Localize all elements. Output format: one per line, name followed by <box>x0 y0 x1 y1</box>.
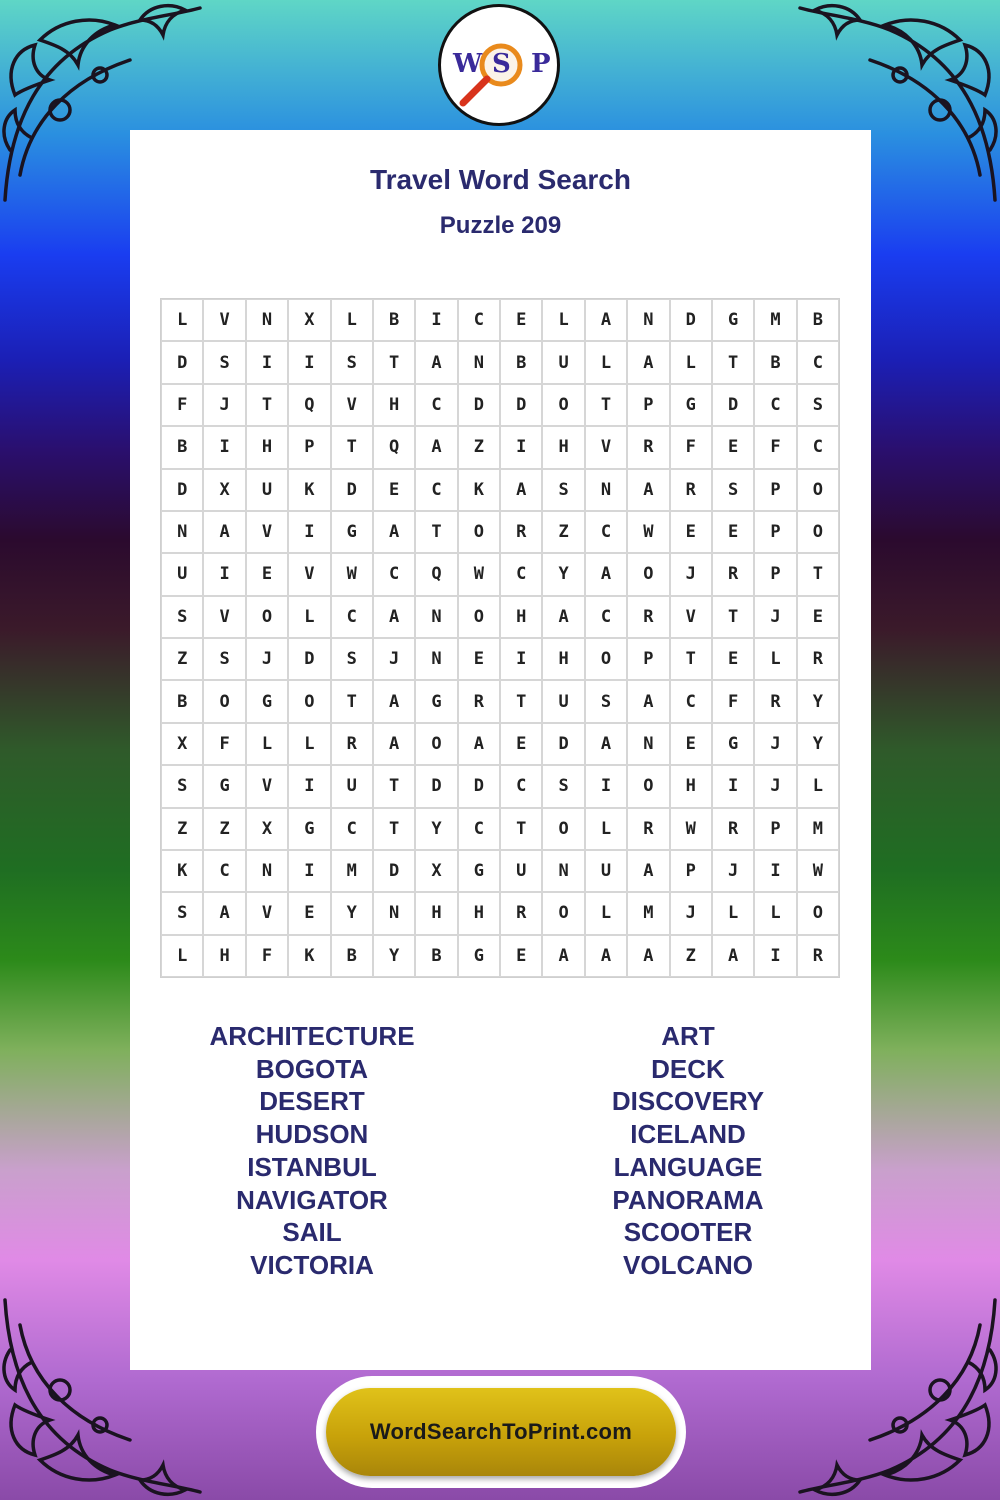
word-item: ICELAND <box>630 1119 746 1150</box>
grid-cell[interactable]: H <box>373 384 415 426</box>
grid-cell[interactable]: O <box>458 596 500 638</box>
grid-cell[interactable]: B <box>161 426 203 468</box>
grid-cell[interactable]: E <box>373 469 415 511</box>
grid-cell[interactable]: A <box>373 723 415 765</box>
word-item: PANORAMA <box>612 1184 764 1215</box>
grid-cell[interactable]: A <box>627 850 669 892</box>
grid-cell[interactable]: O <box>797 511 839 553</box>
grid-cell[interactable]: U <box>246 469 288 511</box>
grid-cell[interactable]: X <box>246 808 288 850</box>
grid-cell[interactable]: R <box>500 892 542 934</box>
grid-cell[interactable]: I <box>288 850 330 892</box>
grid-cell[interactable]: A <box>585 299 627 341</box>
grid-cell[interactable]: T <box>712 341 754 383</box>
word-item: ART <box>661 1021 715 1051</box>
grid-cell[interactable]: O <box>542 808 584 850</box>
grid-cell[interactable]: T <box>373 765 415 807</box>
grid-cell[interactable]: Y <box>415 808 457 850</box>
grid-cell[interactable]: D <box>161 341 203 383</box>
word-item: NAVIGATOR <box>236 1184 388 1215</box>
grid-cell[interactable]: A <box>458 723 500 765</box>
grid-cell[interactable]: H <box>458 892 500 934</box>
grid-cell[interactable]: A <box>203 511 245 553</box>
grid-cell[interactable]: A <box>500 469 542 511</box>
grid-cell[interactable]: T <box>500 808 542 850</box>
grid-cell[interactable]: C <box>373 553 415 595</box>
grid-cell[interactable]: F <box>161 384 203 426</box>
grid-cell[interactable]: C <box>670 680 712 722</box>
grid-cell[interactable]: L <box>585 341 627 383</box>
grid-cell[interactable]: O <box>415 723 457 765</box>
grid-cell[interactable]: K <box>288 469 330 511</box>
grid-cell[interactable]: B <box>331 935 373 977</box>
grid-cell[interactable]: S <box>203 638 245 680</box>
grid-cell[interactable]: S <box>203 341 245 383</box>
grid-cell[interactable]: U <box>542 341 584 383</box>
grid-cell[interactable]: W <box>797 850 839 892</box>
grid-cell[interactable]: Z <box>161 808 203 850</box>
grid-cell[interactable]: P <box>288 426 330 468</box>
word-item: VICTORIA <box>250 1249 374 1280</box>
grid-cell[interactable]: T <box>797 553 839 595</box>
grid-cell[interactable]: S <box>161 596 203 638</box>
grid-cell[interactable]: C <box>754 384 796 426</box>
grid-cell[interactable]: N <box>415 638 457 680</box>
grid-cell[interactable]: I <box>288 765 330 807</box>
grid-cell[interactable]: S <box>542 469 584 511</box>
grid-cell[interactable]: M <box>627 892 669 934</box>
grid-cell[interactable]: J <box>246 638 288 680</box>
grid-cell[interactable]: R <box>458 680 500 722</box>
grid-cell[interactable]: E <box>670 511 712 553</box>
puzzle-card <box>130 130 871 1370</box>
grid-cell[interactable]: T <box>585 384 627 426</box>
grid-cell[interactable]: C <box>585 511 627 553</box>
grid-cell[interactable]: I <box>754 935 796 977</box>
grid-cell[interactable]: L <box>331 299 373 341</box>
logo-letter-s: S <box>492 49 511 79</box>
word-item: VOLCANO <box>623 1249 753 1280</box>
grid-cell[interactable]: T <box>500 680 542 722</box>
grid-cell[interactable]: D <box>373 850 415 892</box>
grid-cell[interactable]: J <box>373 638 415 680</box>
grid-cell[interactable]: W <box>627 511 669 553</box>
grid-cell[interactable]: D <box>161 469 203 511</box>
grid-cell[interactable]: H <box>500 596 542 638</box>
grid-cell[interactable]: D <box>458 765 500 807</box>
grid-cell[interactable]: Y <box>797 680 839 722</box>
grid-cell[interactable]: G <box>712 299 754 341</box>
grid-cell[interactable]: S <box>585 680 627 722</box>
grid-cell[interactable]: K <box>288 935 330 977</box>
grid-cell[interactable]: T <box>670 638 712 680</box>
grid-cell[interactable]: Z <box>670 935 712 977</box>
grid-cell[interactable]: V <box>585 426 627 468</box>
grid-cell[interactable]: P <box>754 553 796 595</box>
grid-cell[interactable]: G <box>458 850 500 892</box>
grid-cell[interactable]: A <box>627 469 669 511</box>
grid-cell[interactable]: T <box>415 511 457 553</box>
grid-cell[interactable]: Q <box>373 426 415 468</box>
grid-cell[interactable]: J <box>670 892 712 934</box>
grid-cell[interactable]: O <box>203 680 245 722</box>
word-item: DECK <box>651 1053 725 1084</box>
grid-cell[interactable]: R <box>627 426 669 468</box>
grid-cell[interactable]: F <box>203 723 245 765</box>
grid-cell[interactable]: E <box>712 511 754 553</box>
grid-cell[interactable]: Z <box>203 808 245 850</box>
grid-cell[interactable]: R <box>712 808 754 850</box>
grid-cell[interactable]: N <box>627 723 669 765</box>
site-logo[interactable] <box>438 4 560 126</box>
grid-cell[interactable]: D <box>712 384 754 426</box>
word-item: ARCHITECTURE <box>209 1021 415 1051</box>
grid-cell[interactable]: L <box>542 299 584 341</box>
grid-cell[interactable]: O <box>246 596 288 638</box>
grid-cell[interactable]: E <box>500 299 542 341</box>
grid-cell[interactable]: C <box>458 808 500 850</box>
grid-cell[interactable]: D <box>500 384 542 426</box>
grid-cell[interactable]: N <box>373 892 415 934</box>
grid-cell[interactable]: J <box>712 850 754 892</box>
grid-cell[interactable]: V <box>288 553 330 595</box>
letter-grid <box>160 298 840 978</box>
grid-cell[interactable]: P <box>754 808 796 850</box>
word-item: HUDSON <box>255 1119 369 1150</box>
grid-cell[interactable]: B <box>797 299 839 341</box>
grid-cell[interactable]: C <box>203 850 245 892</box>
puzzle-number: Puzzle 209 <box>439 212 562 239</box>
grid-cell[interactable]: S <box>542 765 584 807</box>
grid-cell[interactable]: C <box>797 341 839 383</box>
grid-cell[interactable]: E <box>712 638 754 680</box>
grid-cell[interactable]: P <box>627 638 669 680</box>
grid-cell[interactable]: C <box>797 426 839 468</box>
grid-cell[interactable]: J <box>670 553 712 595</box>
grid-cell[interactable]: K <box>458 469 500 511</box>
page-title: Travel Word Search <box>370 164 631 195</box>
grid-cell[interactable]: A <box>415 341 457 383</box>
logo-letter-w: W <box>453 49 483 79</box>
grid-cell[interactable]: L <box>161 299 203 341</box>
word-item: DESERT <box>259 1086 365 1117</box>
grid-cell[interactable]: L <box>246 723 288 765</box>
grid-cell[interactable]: H <box>415 892 457 934</box>
grid-cell[interactable]: B <box>415 935 457 977</box>
grid-cell[interactable]: W <box>331 553 373 595</box>
grid-cell[interactable]: I <box>500 638 542 680</box>
grid-cell[interactable]: G <box>458 935 500 977</box>
grid-cell[interactable]: L <box>754 638 796 680</box>
grid-cell[interactable]: N <box>627 299 669 341</box>
grid-cell[interactable]: S <box>331 341 373 383</box>
grid-cell[interactable]: G <box>288 808 330 850</box>
grid-cell[interactable]: Y <box>373 935 415 977</box>
grid-cell[interactable]: F <box>754 426 796 468</box>
grid-cell[interactable]: A <box>627 935 669 977</box>
grid-cell[interactable]: L <box>754 892 796 934</box>
grid-cell[interactable]: G <box>712 723 754 765</box>
grid-cell[interactable]: H <box>670 765 712 807</box>
grid-cell[interactable]: A <box>585 723 627 765</box>
grid-cell[interactable]: U <box>331 765 373 807</box>
grid-cell[interactable]: C <box>331 808 373 850</box>
grid-cell[interactable]: I <box>246 341 288 383</box>
grid-cell[interactable]: N <box>458 341 500 383</box>
grid-cell[interactable]: L <box>585 892 627 934</box>
grid-cell[interactable]: E <box>500 723 542 765</box>
grid-cell[interactable]: J <box>203 384 245 426</box>
grid-cell[interactable]: U <box>161 553 203 595</box>
word-list-right <box>538 1020 838 1282</box>
grid-cell[interactable]: E <box>288 892 330 934</box>
grid-cell[interactable]: V <box>331 384 373 426</box>
grid-cell[interactable]: U <box>542 680 584 722</box>
grid-cell[interactable]: U <box>585 850 627 892</box>
grid-cell[interactable]: Q <box>288 384 330 426</box>
logo-letter-p: P <box>531 49 551 79</box>
grid-cell[interactable]: T <box>331 680 373 722</box>
grid-cell[interactable]: O <box>627 765 669 807</box>
grid-cell[interactable]: N <box>415 596 457 638</box>
grid-cell[interactable]: I <box>500 426 542 468</box>
grid-cell[interactable]: T <box>373 341 415 383</box>
grid-cell[interactable]: S <box>161 892 203 934</box>
grid-cell[interactable]: R <box>797 638 839 680</box>
grid-cell[interactable]: A <box>712 935 754 977</box>
grid-cell[interactable]: O <box>542 892 584 934</box>
grid-cell[interactable]: V <box>203 299 245 341</box>
grid-cell[interactable]: P <box>670 850 712 892</box>
grid-cell[interactable]: A <box>373 596 415 638</box>
grid-cell[interactable]: R <box>670 469 712 511</box>
grid-cell[interactable]: D <box>288 638 330 680</box>
grid-cell[interactable]: R <box>797 935 839 977</box>
grid-cell[interactable]: S <box>797 384 839 426</box>
grid-cell[interactable]: V <box>670 596 712 638</box>
grid-cell[interactable]: A <box>585 553 627 595</box>
grid-cell[interactable]: W <box>458 553 500 595</box>
word-item: LANGUAGE <box>613 1151 763 1182</box>
word-list-left <box>162 1020 462 1282</box>
grid-cell[interactable]: A <box>542 596 584 638</box>
grid-cell[interactable]: Y <box>797 723 839 765</box>
grid-cell[interactable]: F <box>670 426 712 468</box>
grid-cell[interactable]: A <box>203 892 245 934</box>
grid-cell[interactable]: A <box>373 680 415 722</box>
grid-cell[interactable]: T <box>712 596 754 638</box>
grid-cell[interactable]: J <box>754 765 796 807</box>
grid-cell[interactable]: I <box>203 426 245 468</box>
grid-cell[interactable]: V <box>246 892 288 934</box>
grid-cell[interactable]: U <box>500 850 542 892</box>
grid-cell[interactable]: B <box>500 341 542 383</box>
grid-cell[interactable]: O <box>797 892 839 934</box>
grid-cell[interactable]: N <box>246 850 288 892</box>
grid-cell[interactable]: L <box>161 935 203 977</box>
grid-cell[interactable]: I <box>585 765 627 807</box>
grid-cell[interactable]: R <box>754 680 796 722</box>
grid-cell[interactable]: B <box>161 680 203 722</box>
grid-cell[interactable]: X <box>415 850 457 892</box>
grid-cell[interactable]: C <box>500 553 542 595</box>
grid-cell[interactable]: V <box>203 596 245 638</box>
grid-cell[interactable]: Z <box>542 511 584 553</box>
grid-cell[interactable]: Y <box>542 553 584 595</box>
word-item: DISCOVERY <box>611 1086 765 1117</box>
grid-cell[interactable]: K <box>161 850 203 892</box>
grid-cell[interactable]: D <box>415 765 457 807</box>
grid-cell[interactable]: I <box>203 553 245 595</box>
grid-cell[interactable]: Y <box>331 892 373 934</box>
grid-cell[interactable]: N <box>542 850 584 892</box>
grid-cell[interactable]: R <box>500 511 542 553</box>
grid-cell[interactable]: O <box>542 384 584 426</box>
grid-cell[interactable]: B <box>754 341 796 383</box>
grid-cell[interactable]: Z <box>161 638 203 680</box>
grid-cell[interactable]: A <box>627 341 669 383</box>
grid-cell[interactable]: L <box>585 808 627 850</box>
grid-cell[interactable]: E <box>500 935 542 977</box>
grid-cell[interactable]: C <box>500 765 542 807</box>
grid-cell[interactable]: A <box>542 935 584 977</box>
grid-cell[interactable]: I <box>754 850 796 892</box>
grid-cell[interactable]: Z <box>458 426 500 468</box>
word-item: SCOOTER <box>623 1217 753 1248</box>
grid-cell[interactable]: N <box>585 469 627 511</box>
grid-cell[interactable]: D <box>542 723 584 765</box>
grid-cell[interactable]: H <box>542 638 584 680</box>
grid-cell[interactable]: C <box>458 299 500 341</box>
grid-cell[interactable]: A <box>373 511 415 553</box>
grid-cell[interactable]: L <box>288 596 330 638</box>
grid-cell[interactable]: L <box>288 723 330 765</box>
word-item: BOGOTA <box>255 1053 369 1084</box>
grid-cell[interactable]: M <box>331 850 373 892</box>
grid-cell[interactable]: O <box>627 553 669 595</box>
grid-cell[interactable]: C <box>585 596 627 638</box>
grid-cell[interactable]: H <box>203 935 245 977</box>
grid-cell[interactable]: M <box>797 808 839 850</box>
word-item: ISTANBUL <box>247 1151 377 1182</box>
grid-cell[interactable]: F <box>712 680 754 722</box>
site-link[interactable]: WordSearchToPrint.com <box>326 1388 676 1476</box>
grid-cell[interactable]: F <box>246 935 288 977</box>
grid-cell[interactable]: C <box>415 384 457 426</box>
grid-cell[interactable]: I <box>415 299 457 341</box>
grid-cell[interactable]: G <box>670 384 712 426</box>
grid-cell[interactable]: E <box>712 426 754 468</box>
grid-cell[interactable]: V <box>246 511 288 553</box>
grid-cell[interactable]: O <box>585 638 627 680</box>
grid-cell[interactable]: J <box>754 596 796 638</box>
grid-cell[interactable]: A <box>585 935 627 977</box>
grid-cell[interactable]: O <box>288 680 330 722</box>
grid-cell[interactable]: Q <box>415 553 457 595</box>
grid-cell[interactable]: R <box>331 723 373 765</box>
grid-cell[interactable]: M <box>754 299 796 341</box>
grid-cell[interactable]: C <box>415 469 457 511</box>
grid-cell[interactable]: T <box>246 384 288 426</box>
grid-cell[interactable]: L <box>670 341 712 383</box>
grid-cell[interactable]: W <box>670 808 712 850</box>
grid-cell[interactable]: H <box>246 426 288 468</box>
grid-cell[interactable]: E <box>670 723 712 765</box>
grid-cell[interactable]: V <box>246 765 288 807</box>
grid-cell[interactable]: S <box>712 469 754 511</box>
grid-cell[interactable]: E <box>797 596 839 638</box>
grid-cell[interactable]: J <box>754 723 796 765</box>
grid-cell[interactable]: G <box>246 680 288 722</box>
grid-cell[interactable]: R <box>627 596 669 638</box>
grid-cell[interactable]: C <box>331 596 373 638</box>
grid-cell[interactable]: L <box>797 765 839 807</box>
footer-badge <box>316 1376 686 1488</box>
grid-cell[interactable]: H <box>542 426 584 468</box>
grid-cell[interactable]: D <box>670 299 712 341</box>
word-item: SAIL <box>282 1217 342 1248</box>
grid-cell[interactable]: O <box>797 469 839 511</box>
grid-cell[interactable]: L <box>712 892 754 934</box>
grid-cell[interactable]: A <box>627 680 669 722</box>
grid-cell[interactable]: I <box>288 511 330 553</box>
grid-cell[interactable]: E <box>458 638 500 680</box>
grid-cell[interactable]: X <box>288 299 330 341</box>
grid-cell[interactable]: P <box>627 384 669 426</box>
grid-cell[interactable]: P <box>754 511 796 553</box>
grid-cell[interactable]: G <box>203 765 245 807</box>
grid-cell[interactable]: N <box>161 511 203 553</box>
grid-cell[interactable]: T <box>373 808 415 850</box>
grid-cell[interactable]: D <box>458 384 500 426</box>
grid-cell[interactable]: O <box>458 511 500 553</box>
grid-cell[interactable]: S <box>331 638 373 680</box>
grid-cell[interactable]: X <box>161 723 203 765</box>
grid-cell[interactable]: R <box>627 808 669 850</box>
grid-cell[interactable]: I <box>288 341 330 383</box>
grid-cell[interactable]: B <box>373 299 415 341</box>
grid-cell[interactable]: P <box>754 469 796 511</box>
grid-cell[interactable]: X <box>203 469 245 511</box>
grid-cell[interactable]: G <box>331 511 373 553</box>
grid-cell[interactable]: I <box>712 765 754 807</box>
grid-cell[interactable]: N <box>246 299 288 341</box>
grid-cell[interactable]: T <box>331 426 373 468</box>
grid-cell[interactable]: E <box>246 553 288 595</box>
grid-cell[interactable]: R <box>712 553 754 595</box>
grid-cell[interactable]: D <box>331 469 373 511</box>
grid-cell[interactable]: S <box>161 765 203 807</box>
grid-cell[interactable]: G <box>415 680 457 722</box>
grid-cell[interactable]: A <box>415 426 457 468</box>
